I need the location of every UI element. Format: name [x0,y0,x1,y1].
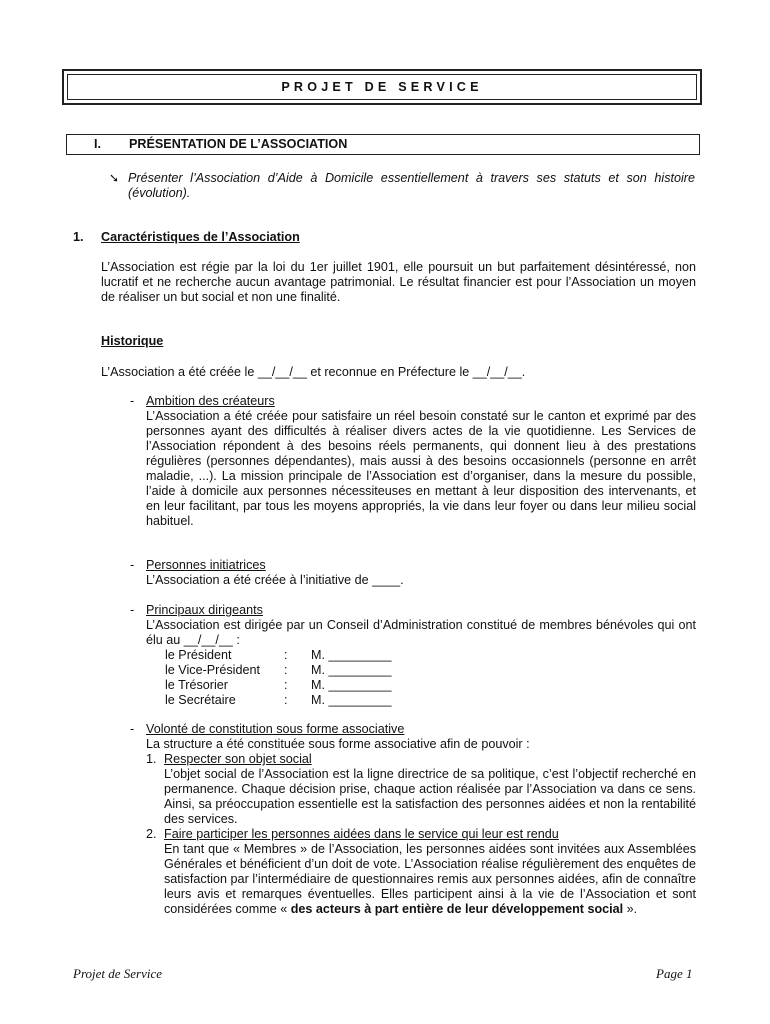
section-title: PRÉSENTATION DE L’ASSOCIATION [129,137,348,151]
dirigeant-role: le Président [165,648,232,662]
volonte-heading: Volonté de constitution sous forme associative [146,722,405,736]
section-number: I. [94,137,101,151]
dirigeant-name: M. _________ [311,678,392,692]
item-text-body: En tant que « Membres » de l’Association, les personnes aidées sont invitées aux Assemblées Générales et bénéficient d’un doit de vote. L’Association réalise régulièrement des enquêtes de satisfaction par l’intermédiaire de questionnaires remis aux personnes aidées, afin de connaître leurs avis et remarques éventuelles. Elles participent ainsi à la vie de l’Association et sont considérées comme « [164,842,696,916]
dirigeant-colon: : [284,648,288,662]
arrow-icon: ➘ [109,171,120,185]
item-number: 2. [146,827,157,841]
title-box [62,69,702,105]
item-text [164,842,696,917]
item-text: L’objet social de l’Association est la ligne directrice de sa politique, c’est l’objectif recherché en permanence. Chaque décision prise, chaque action réalisée par l’Association va dans ce sens. Ainsi, sa préoccupation essentielle est la satisfaction des personnes aidées et non la rentabilité des services. [164,767,696,826]
volonte-lead: La structure a été constituée sous forme associative afin de pouvoir : [146,737,530,751]
dirigeant-row [165,693,425,708]
item-number: 1. [146,752,157,766]
section-header-box [66,134,700,155]
dirigeant-row [165,648,425,663]
ambition-heading: Ambition des créateurs [146,394,275,408]
dirigeant-row [165,663,425,678]
dirigeant-name: M. _________ [311,663,392,677]
dash-bullet: - [130,558,135,572]
dirigeant-name: M. _________ [311,648,392,662]
item-title: Respecter son objet social [164,752,312,766]
item-text-bold: des acteurs à part entière de leur développement social [290,902,624,916]
dirigeants-text: L’Association est dirigée par un Conseil d’Administration constitué de membres bénévoles qui ont élu au __/__/__ : [146,618,696,647]
dirigeant-name: M. _________ [311,693,392,707]
dirigeant-role: le Secrétaire [165,693,236,707]
initiatrices-text: L’Association a été créée à l’initiative de ____. [146,573,404,587]
intro-text: Présenter l’Association d’Aide à Domicile essentiellement à travers ses statuts et son histoire (évolution). [128,171,695,200]
historique-created-text: L’Association a été créée le __/__/__ et reconnue en Préfecture le __/__/__. [101,365,526,379]
initiatrices-heading: Personnes initiatrices [146,558,266,572]
dirigeants-heading: Principaux dirigeants [146,603,263,617]
dash-bullet: - [130,394,135,408]
dirigeant-colon: : [284,693,288,707]
item-text-end: ». [626,902,638,916]
paragraph-loi-1901: L’Association est régie par la loi du 1er juillet 1901, elle poursuit un but parfaitement désintéressé, non lucratif et ne recherche aucun avantage patrimonial. Le résultat financier est pour l’Association un moyen de réaliser un but social et non une finalité. [101,260,696,304]
page-title: PROJET DE SERVICE [281,80,483,94]
dash-bullet: - [130,603,135,617]
dirigeant-role: le Vice-Président [165,663,260,677]
footer-page-number: Page 1 [656,966,693,981]
dirigeant-colon: : [284,663,288,677]
dash-bullet: - [130,722,135,736]
footer-left: Projet de Service [73,966,163,981]
dirigeant-colon: : [284,678,288,692]
item-title: Faire participer les personnes aidées dans le service qui leur est rendu [164,827,559,841]
dirigeants-list [165,648,425,708]
subsection-title: Caractéristiques de l’Association [101,230,300,244]
dirigeant-row [165,678,425,693]
dirigeant-role: le Trésorier [165,678,228,692]
subsection-number: 1. [73,230,84,244]
historique-heading: Historique [101,334,164,348]
ambition-text: L’Association a été créée pour satisfaire un réel besoin constaté sur le canton et exprimé par des personnes ayant des difficultés à réaliser divers actes de la vie quotidienne. Les Services de l’Association répondent à des besoins réels permanents, qui donnent lieu à des prestations régulières (personnes dépendantes), mais aussi à des besoins occasionnels (personne en arrêt maladie, ...). La mission principale de l’Association est d’organiser, dans la mesure du possible, l’aide à domicile aux personnes nécessiteuses en mettant à leur disposition des intervenants, et en leur facilitant, par tous les moyens appropriés, la vie dans leur foyer ou dans leur milieu social habituel. [146,409,696,528]
